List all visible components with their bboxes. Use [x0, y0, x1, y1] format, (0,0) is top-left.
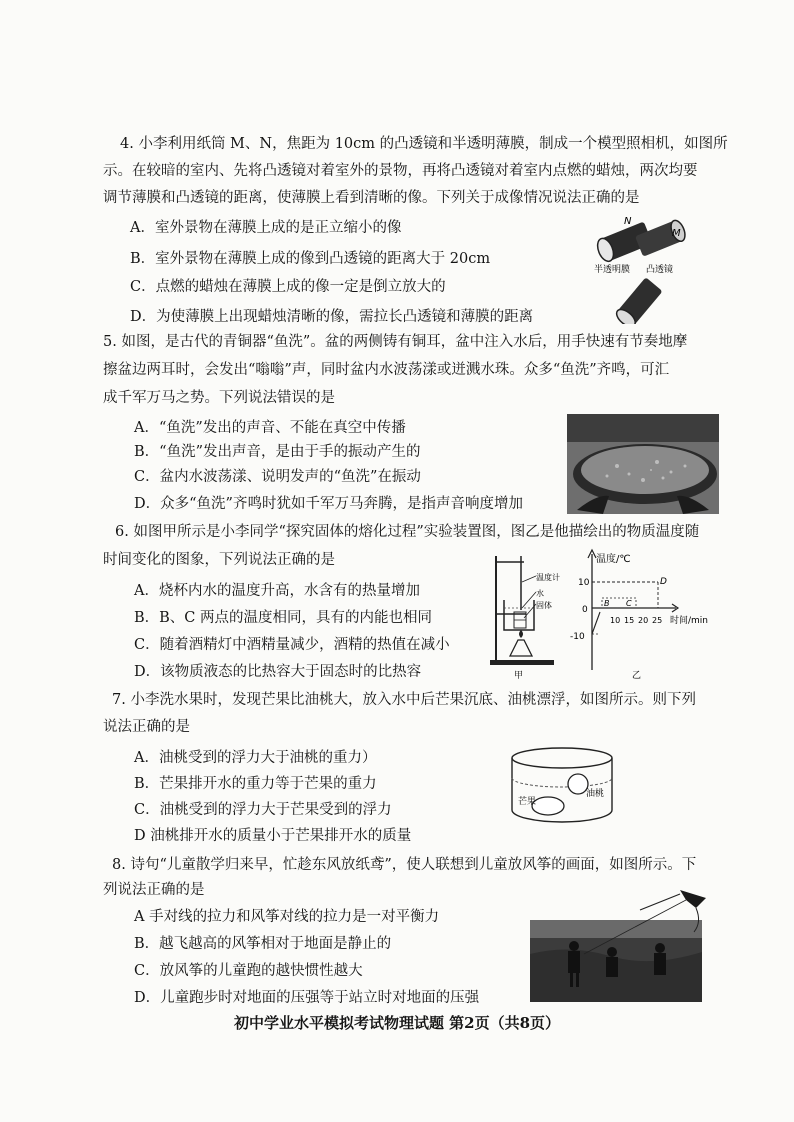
fruit-basin-figure [508, 744, 616, 828]
q8-option-a: A 手对线的拉力和风筝对线的拉力是一对平衡力 [134, 909, 440, 925]
q4-option-c: C．点燃的蜡烛在薄膜上成的像一定是倒立放大的 [130, 279, 446, 295]
label-n: N [624, 216, 632, 227]
label-film: 半透明膜 [594, 265, 631, 275]
label-peach: 油桃 [586, 789, 605, 799]
x-tick-10: 10 [610, 616, 621, 625]
q8-stem-line-1: 8. 诗句“儿童散学归来早，忙趁东风放纸鸢”，使人联想到儿童放风筝的画面，如图所示。下 [112, 857, 697, 873]
q6-option-d: D．该物质液态的比热容大于固态时的比热容 [134, 664, 422, 680]
label-m: M [672, 228, 681, 239]
q8-option-c: C．放风筝的儿童跑的越快惯性越大 [134, 963, 363, 979]
q8-stem-line-2: 列说法正确的是 [103, 882, 205, 898]
q8-option-d: D．儿童跑步时对地面的压强等于站立时对地面的压强 [134, 990, 480, 1006]
y-tick-0: 0 [582, 605, 588, 615]
q5-option-c: C．盆内水波荡漾、说明发声的“鱼洗”在振动 [134, 469, 421, 485]
q7-option-d: D 油桃排开水的质量小于芒果排开水的质量 [134, 828, 412, 844]
page-footer: 初中学业水平模拟考试物理试题 第2页（共8页） [233, 1014, 561, 1032]
q5-stem-line-3: 成千军万马之势。下列说法错误的是 [103, 390, 335, 406]
q4-option-b: B．室外景物在薄膜上成的像到凸透镜的距离大于 20cm [130, 251, 491, 267]
label-solid: 固体 [536, 601, 552, 610]
q4-stem-line-1: 4. 小李利用纸筒 M、N，焦距为 10cm 的凸透镜和半透明薄膜，制成一个模型照相机，如图所 [120, 136, 728, 152]
q7-option-c: C．油桃受到的浮力大于芒果受到的浮力 [134, 802, 392, 818]
q5-stem-line-2: 擦盆边两耳时，会发出“嗡嗡”声，同时盆内水波荡漾或迸溅水珠。众多“鱼洗”齐鸣，可汇 [103, 362, 670, 378]
y-axis-label: 温度/℃ [596, 554, 631, 565]
label-water: 水 [536, 589, 544, 598]
label-lens: 凸透镜 [646, 265, 674, 275]
point-d: D [660, 577, 667, 587]
q4-stem-line-3: 调节薄膜和凸透镜的距离，使薄膜上看到清晰的像。下列关于成像情况说法正确的是 [103, 190, 640, 206]
q6-stem-line-2: 时间变化的图象，下列说法正确的是 [103, 552, 335, 568]
label-thermometer: 温度计 [536, 573, 560, 582]
x-tick-20: 20 [638, 616, 649, 625]
q7-stem-line-2: 说法正确的是 [103, 719, 190, 735]
q6-stem-line-1: 6. 如图甲所示是小李同学“探究固体的熔化过程”实验装置图，图乙是他描绘出的物质温度随 [115, 524, 700, 540]
x-axis-label: 时间/min [670, 616, 709, 626]
q5-option-b: B．“鱼洗”发出声音，是由于手的振动产生的 [134, 444, 421, 460]
label-mango: 芒果 [518, 797, 537, 807]
q4-option-d: D．为使薄膜上出现蜡烛清晰的像，需拉长凸透镜和薄膜的距离 [130, 309, 534, 325]
q4-stem-line-2: 示。在较暗的室内、先将凸透镜对着室外的景物，再将凸透镜对着室内点燃的蜡烛，两次均要 [103, 163, 698, 179]
x-tick-15: 15 [624, 616, 635, 625]
point-c: C [626, 599, 632, 608]
q7-option-a: A．油桃受到的浮力大于油桃的重力） [134, 750, 377, 766]
q7-option-b: B．芒果排开水的重力等于芒果的重力 [134, 776, 377, 792]
q5-option-a: A．“鱼洗”发出的声音、不能在真空中传播 [134, 420, 406, 436]
y-tick-minus-10: -10 [570, 632, 585, 642]
melting-apparatus-figure [488, 552, 566, 682]
kite-flying-photo [530, 884, 720, 1002]
q5-stem-line-1: 5. 如图，是古代的青铜器“鱼洗”。盆的两侧铸有铜耳，盆中注入水后，用手快速有节奏地摩 [103, 334, 688, 350]
x-tick-25: 25 [652, 616, 663, 625]
camera-model-figure [590, 212, 700, 324]
fish-basin-photo [567, 414, 719, 514]
point-b: B [604, 599, 610, 608]
caption-jia: 甲 [514, 671, 524, 681]
q6-option-a: A．烧杯内水的温度升高，水含有的热量增加 [134, 583, 420, 599]
q8-option-b: B．越飞越高的风筝相对于地面是静止的 [134, 936, 392, 952]
q6-option-b: B．B、C 两点的温度相同，具有的内能也相同 [134, 610, 433, 626]
q6-option-c: C．随着酒精灯中酒精量减少，酒精的热值在减小 [134, 637, 450, 653]
q7-stem-line-1: 7. 小李洗水果时，发现芒果比油桃大，放入水中后芒果沉底、油桃漂浮，如图所示。则下列 [112, 692, 696, 708]
q4-option-a: A．室外景物在薄膜上成的是正立缩小的像 [130, 220, 402, 236]
y-tick-10: 10 [578, 578, 590, 588]
temperature-time-graph [566, 546, 718, 682]
caption-yi: 乙 [632, 671, 642, 681]
q5-option-d: D．众多“鱼洗”齐鸣时犹如千军万马奔腾，是指声音响度增加 [134, 496, 523, 512]
